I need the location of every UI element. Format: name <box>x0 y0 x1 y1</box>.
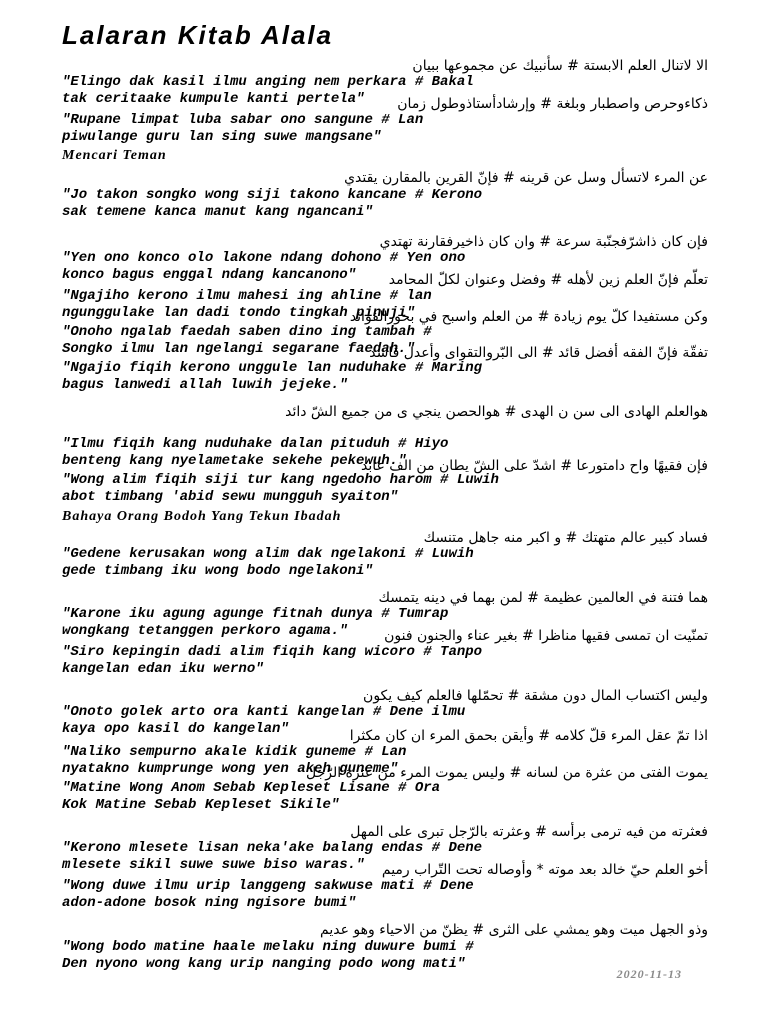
arabic-verse: تفقّة فإنّ الفقه أفضل قائد # الى البّروالتقواى وأعدل قاسد <box>369 345 708 361</box>
arabic-verse: ذكاءوحرص واصطبار وبلغة # وإرشادأستاذوطول زمان <box>397 96 708 112</box>
arabic-verse: هوالعلم الهادى الى سن ن الهدى # هوالحصن ينجي ى من جميع الشّ دائد <box>285 404 708 420</box>
javanese-translation: "Onoho ngalab faedah saben dino ing tambah # Songko ilmu lan ngelangi segarane faedah." <box>62 324 432 357</box>
javanese-translation: "Ilmu fiqih kang nuduhake dalan pituduh # Hiyo benteng kang nyelametake sekehe pekewuh." <box>62 436 449 469</box>
arabic-verse: أخو العلم حيّ خالد بعد موته * وأوصاله تحت التّراب رميم <box>381 862 708 878</box>
arabic-verse: عن المرء لاتسأل وسل عن قرينه # فإنّ القرين بالمقارن يقتدي <box>344 170 708 186</box>
arabic-verse: هما فتنة في العالمين عظيمة # لمن بهما في دينه يتمسك <box>378 590 708 606</box>
javanese-translation: "Rupane limpat luba sabar ono sangune # Lan piwulange guru lan sing suwe mangsane" <box>62 112 424 145</box>
javanese-translation: "Siro kepingin dadi alim fiqih kang wicoro # Tanpo kangelan edan iku werno" <box>62 644 483 677</box>
javanese-translation: "Ngajiho kerono ilmu mahesi ing ahline # lan ngunggulake lan dadi tondo tingkah pinuji" <box>62 288 432 321</box>
javanese-translation: "Ngajio fiqih kerono unggule lan nuduhake # Maring bagus lanwedi allah luwih jejeke." <box>62 360 483 393</box>
arabic-verse: فإن فقيهًا واح دامتورعا # اشدّ على الشّ يطان من الف عابد <box>360 458 708 474</box>
arabic-verse: الا لاتنال العلم الابستة # سأنبيك عن مجموعها ببيان <box>412 58 708 74</box>
javanese-translation: "Onoto golek arto ora kanti kangelan # Dene ilmu kaya opo kasil do kangelan" <box>62 704 466 737</box>
section-heading: Mencari Teman <box>62 148 167 163</box>
section-heading: Bahaya Orang Bodoh Yang Tekun Ibadah <box>62 509 342 524</box>
document-title: Lalaran Kitab Alala <box>62 20 334 50</box>
javanese-translation: "Jo takon songko wong siji takono kancane # Kerono sak temene kanca manut kang ngancani" <box>62 187 483 220</box>
javanese-translation: "Wong alim fiqih siji tur kang ngedoho harom # Luwih abot timbang 'abid sewu mungguh syaiton" <box>62 472 499 505</box>
javanese-translation: "Elingo dak kasil ilmu anging nem perkara # Bakal tak ceritaake kumpule kanti pertela" <box>62 74 474 107</box>
javanese-translation: "Naliko sempurno akale kidik guneme # Lan nyatakno kumprunge wong yen akeh guneme" <box>62 744 407 777</box>
javanese-translation: "Yen ono konco olo lakone ndang dohono # Yen ono konco bagus enggal ndang kancanono" <box>62 250 466 283</box>
document-date: 2020-11-13 <box>616 967 682 981</box>
javanese-translation: "Wong duwe ilmu urip langgeng sakwuse mati # Dene adon-adone bosok ning ngisore bumi" <box>62 878 474 911</box>
javanese-translation: "Gedene kerusakan wong alim dak ngelakoni # Luwih gede timbang iku wong bodo ngelakoni" <box>62 546 474 579</box>
javanese-translation: "Wong bodo matine haale melaku ning duwure bumi # Den nyono wong kang urip nanging podo wong mati" <box>62 939 474 972</box>
arabic-verse: فإن كان ذاشرّفجنّبة سرعة # وان كان ذاخيرفقارنة تهتدي <box>379 234 708 250</box>
arabic-verse: اذا تمّ عقل المرء قلّ كلامه # وأيقن بحمق المرء ان كان مكثرا <box>349 728 708 744</box>
javanese-translation: "Kerono mlesete lisan neka'ake balang endas # Dene mlesete sikil suwe suwe biso waras." <box>62 840 483 873</box>
arabic-verse: فساد كبير عالم متهتك # و اكبر منه جاهل متنسك <box>423 530 708 546</box>
arabic-verse: تعلّم فإنّ العلم زين لأهله # وفضل وعنوان لكلّ المحامد <box>388 272 708 288</box>
arabic-verse: يموت الفتى من عثرة من لسانه # وليس يموت المرء من عثرة الرّجل <box>305 765 708 781</box>
javanese-translation: "Matine Wong Anom Sebab Kepleset Lisane # Ora Kok Matine Sebab Kepleset Sikile" <box>62 780 441 813</box>
arabic-verse: وذو الجهل ميت وهو يمشي على الثرى # يظنّ من الاحياء وهو عديم <box>320 922 708 938</box>
arabic-verse: فعثرته من فيه ترمى برأسه # وعثرته بالرّجل تبرى على المهل <box>350 824 708 840</box>
javanese-translation: "Karone iku agung agunge fitnah dunya # Tumrap wongkang tetanggen perkoro agama." <box>62 606 449 639</box>
arabic-verse: وليس اكتساب المال دون مشقة # تحمّلها فالعلم كيف يكون <box>363 688 708 704</box>
arabic-verse: وكن مستفيدا كلّ يوم زيادة # من العلم واسبح في بحورالفوائد <box>349 309 708 325</box>
arabic-verse: تمنّيت ان تمسى فقيها مناظرا # بغير عناء والجنون فنون <box>384 628 708 644</box>
